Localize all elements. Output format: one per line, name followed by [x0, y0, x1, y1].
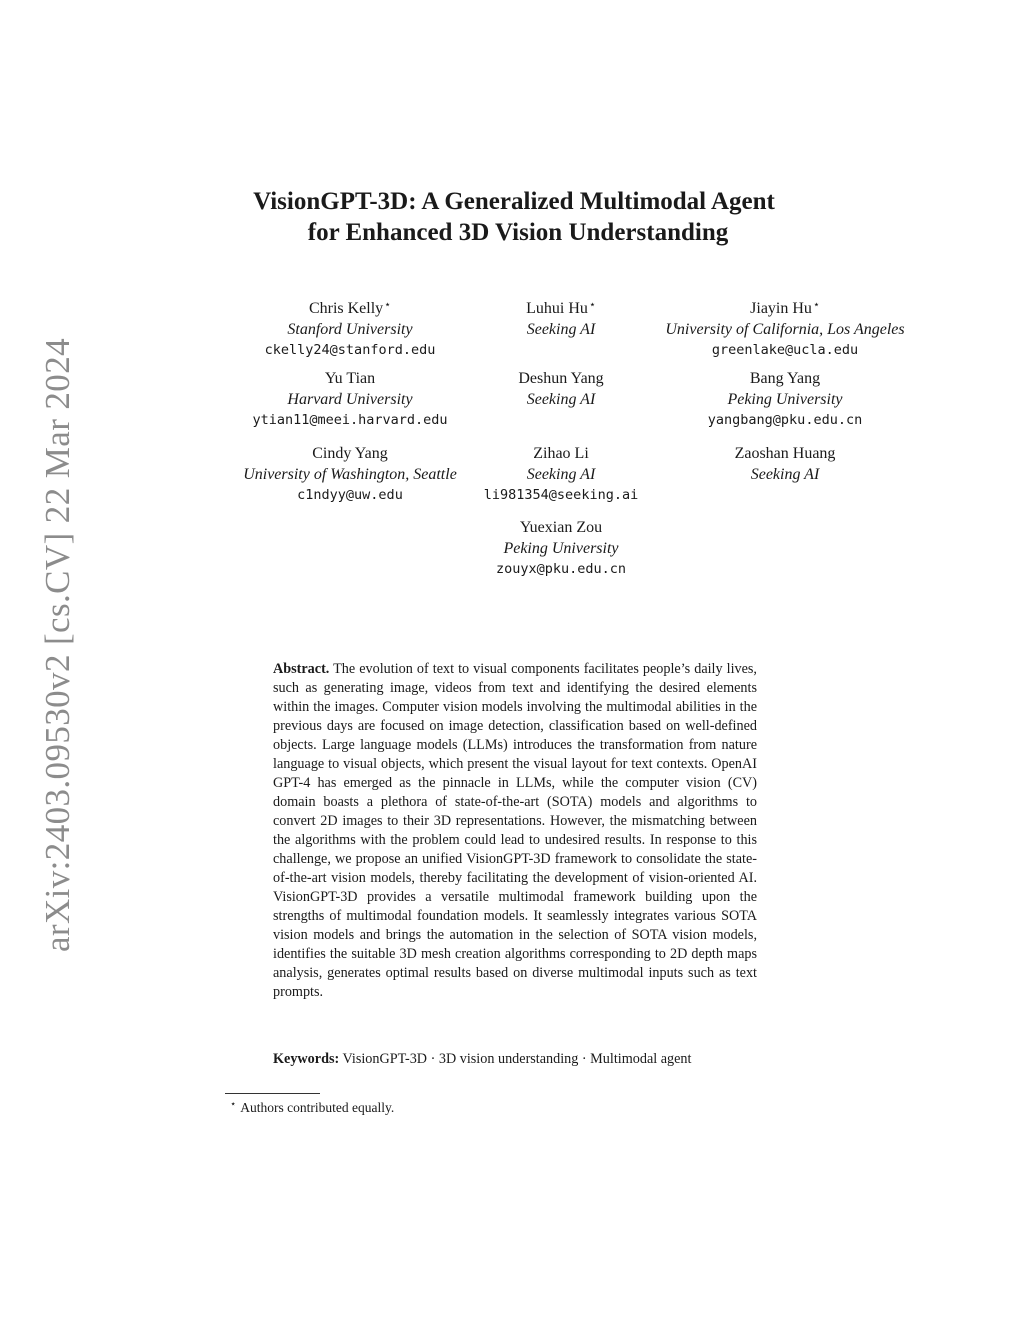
author-email[interactable]: zouyx@pku.edu.cn	[495, 561, 627, 577]
author-affiliation: Seeking AI	[526, 465, 596, 483]
author-email[interactable]: greenlake@ucla.edu	[711, 342, 859, 358]
equal-contribution-mark: ⋆	[384, 299, 392, 311]
author-name: Deshun Yang	[518, 370, 604, 387]
author-name: Zaoshan Huang	[734, 445, 836, 462]
author-affiliation: Peking University	[503, 539, 619, 557]
author-email[interactable]: yangbang@pku.edu.cn	[707, 412, 863, 428]
footnote-text: Authors contributed equally.	[240, 1100, 395, 1115]
author-email[interactable]: li981354@seeking.ai	[483, 487, 639, 503]
footnote-mark: ⋆	[230, 1099, 237, 1110]
author-affiliation: Harvard University	[287, 390, 413, 408]
author-name: Yu Tian	[324, 370, 376, 387]
abstract-text: The evolution of text to visual components facilitates people’s daily lives, such as generating image, videos from text and identifying the desired elements within the images. Computer vision models involving the multimodal abilities in the previous days are focused on image detection, classification based on well-defined objects. Large language models (LLMs) introduces the transformation from nature language to visual objects, which present the visual layout for text contexts. OpenAI GPT-4 has emerged as the pinnacle in LLMs, while the computer vision (CV) domain boasts a plethora of state-of-the-art (SOTA) models and algorithms to convert 2D images to their 3D representations. However, the mismatching between the algorithms with the problem could lead to undesired results. In response to this challenge, we propose an unified VisionGPT-3D framework to consolidate the state-of-the-art vision models, thereby facilitating the development of vision-oriented AI. VisionGPT-3D provides a versatile multimodal framework building upon the strengths of multimodal foundation models. It seamlessly integrates various SOTA vision models and brings the automation in the selection of SOTA vision models, identifies the suitable 3D mesh creation algorithms corresponding to 2D depth maps analysis, generates optimal results based on diverse multimodal inputs such as text prompts.	[273, 661, 757, 1000]
author-name: Jiayin Hu⋆	[750, 299, 820, 317]
author-email[interactable]: ckelly24@stanford.edu	[264, 342, 436, 358]
author-affiliation: Peking University	[727, 390, 843, 408]
author-email[interactable]: c1ndyy@uw.edu	[297, 487, 403, 503]
title-line-2: for Enhanced 3D Vision Understanding	[307, 219, 729, 246]
footnote	[230, 1096, 394, 1117]
author-name: Luhui Hu⋆	[526, 299, 596, 317]
equal-contribution-mark: ⋆	[588, 299, 596, 311]
author-name: Chris Kelly⋆	[308, 299, 392, 317]
author-affiliation: University of Washington, Seattle	[243, 465, 457, 483]
title-line-1: VisionGPT-3D: A Generalized Multimodal Agent	[253, 188, 775, 215]
author-affiliation: Seeking AI	[526, 320, 596, 338]
author-affiliation: Seeking AI	[750, 465, 820, 483]
author-block	[615, 295, 955, 361]
equal-contribution-mark: ⋆	[812, 299, 820, 311]
author-affiliation: Seeking AI	[526, 390, 596, 408]
author-block	[615, 369, 955, 431]
keywords-text: VisionGPT-3D · 3D vision understanding · Multimodal agent	[342, 1051, 692, 1067]
author-name: Cindy Yang	[312, 445, 388, 462]
author-email[interactable]: ytian11@meei.harvard.edu	[252, 412, 448, 428]
author-affiliation: Stanford University	[287, 320, 413, 338]
arxiv-identifier: arXiv:2403.09530v2 [cs.CV] 22 Mar 2024	[38, 337, 77, 953]
author-name: Yuexian Zou	[519, 519, 603, 536]
author-name: Bang Yang	[749, 370, 821, 387]
author-block	[615, 444, 955, 485]
author-block	[391, 518, 731, 580]
abstract	[273, 660, 757, 1002]
author-affiliation: University of California, Los Angeles	[665, 320, 905, 338]
author-name: Zihao Li	[533, 445, 589, 462]
keywords	[273, 1050, 793, 1069]
paper-title	[0, 186, 1024, 248]
keywords-label: Keywords:	[273, 1051, 340, 1067]
abstract-label: Abstract.	[273, 661, 330, 677]
footnote-divider	[225, 1093, 320, 1094]
